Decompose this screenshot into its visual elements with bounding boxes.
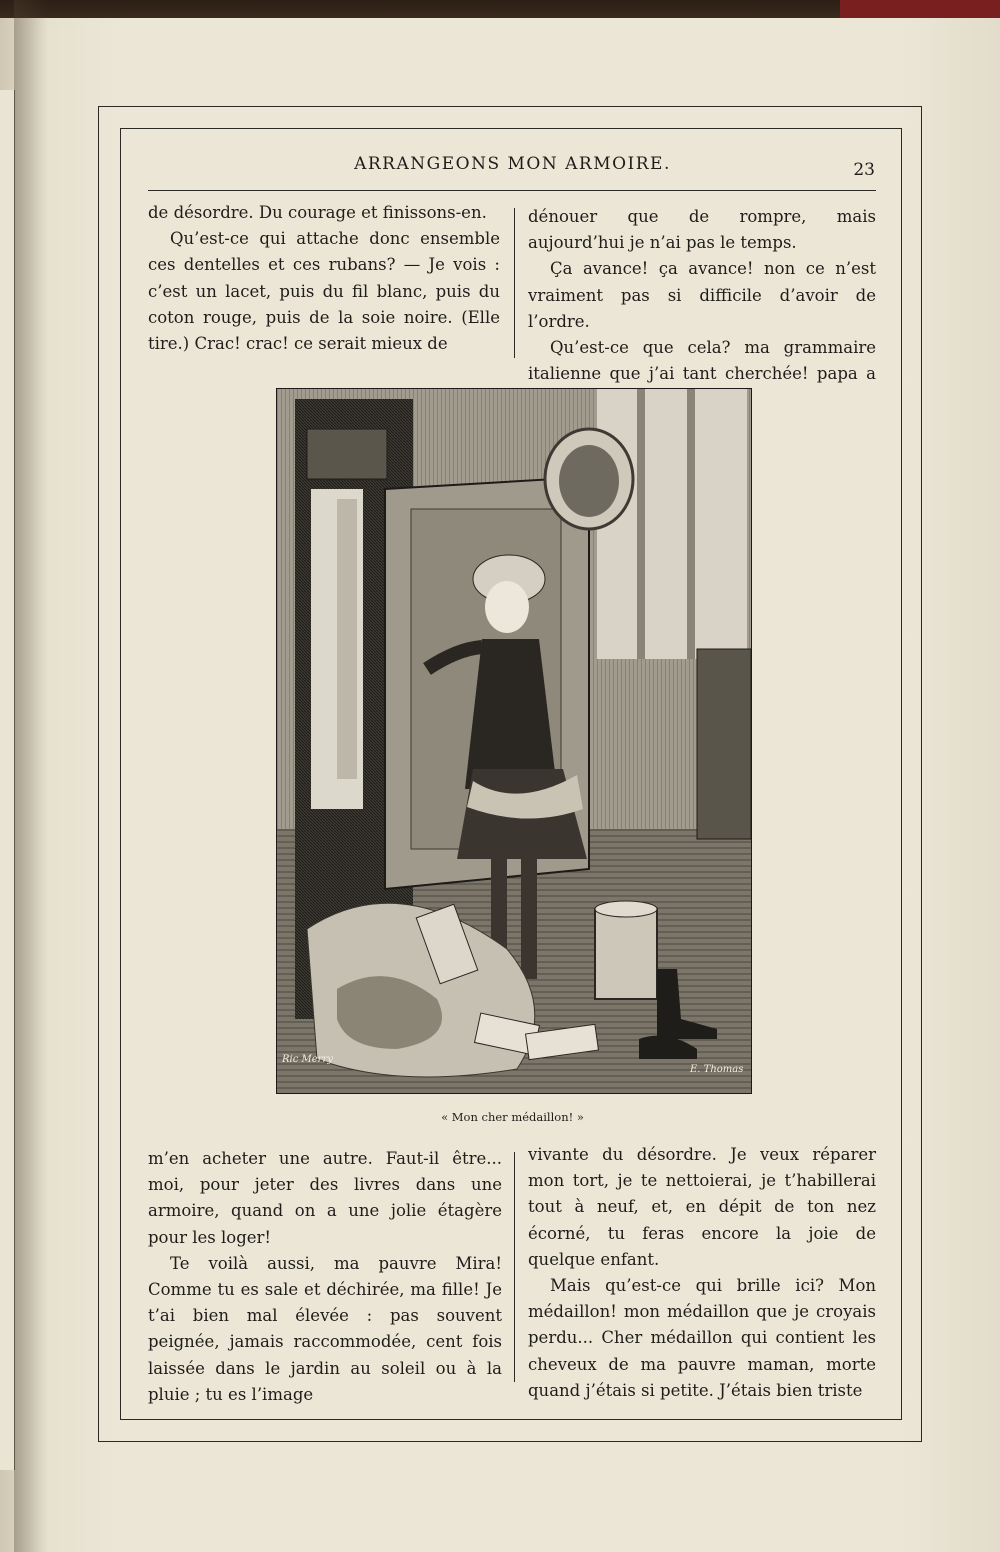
column-separator-top	[514, 208, 515, 358]
text-column-bottom-left	[148, 1146, 502, 1408]
text-column-top-left	[148, 200, 500, 357]
text-column-bottom-right	[528, 1142, 876, 1404]
gutter-shadow	[14, 0, 48, 1552]
paragraph: Qu’est-ce que cela? ma grammaire italienne que j’ai tant cherchée! papa a	[528, 338, 876, 384]
paragraph: Te voilà aussi, ma pauvre Mira! Comme tu es sale et déchirée, ma fille! Je t’ai bien mal élevée : pas souvent peignée, jamais raccommodée, cent fois laissée dans le jardin au soleil ou à la pluie ; tu es l’image	[148, 1253, 502, 1404]
running-title: ARRANGEONS MON ARMOIRE.	[354, 154, 671, 174]
cover-binding-red	[840, 0, 1000, 18]
book-cover-edge	[0, 0, 1000, 18]
facing-page-edge	[0, 90, 15, 1470]
engraver-signature-left: Ric Merry	[282, 1054, 333, 1065]
text-column-top-right	[528, 204, 876, 414]
paragraph: dénouer que de rompre, mais aujourd’hui je n’ai pas le temps.	[528, 207, 876, 253]
header-rule	[148, 190, 876, 191]
engraving-illustration	[276, 388, 752, 1094]
column-separator-bottom	[514, 1152, 515, 1382]
paragraph: Mais qu’est-ce qui brille ici? Mon médaillon! mon médaillon que je croyais perdu... Cher médaillon qui contient les cheveux de ma pauvre maman, morte quand j’étais si petite. J’étais bien triste	[528, 1276, 876, 1400]
paragraph: Ça avance! ça avance! non ce n’est vraiment pas si difficile d’avoir de l’ordre.	[528, 259, 876, 331]
running-head	[150, 154, 875, 184]
engraver-signature-right: E. Thomas	[690, 1064, 744, 1075]
illustration-caption: « Mon cher médaillon! »	[441, 1110, 584, 1124]
engraving-drawing	[277, 389, 751, 1093]
paragraph: de désordre. Du courage et finissons-en.	[148, 203, 487, 222]
paragraph: m’en acheter une autre. Faut-il être... moi, pour jeter des livres dans une armoire, quand on a une jolie étagère pour les loger!	[148, 1149, 502, 1247]
paragraph: vivante du désordre. Je veux réparer mon tort, je te nettoierai, je t’habillerai tout à neuf, et, en dépit de ton nez écorné, tu feras encore la joie de quelque enfant.	[528, 1145, 876, 1269]
page-number: 23	[853, 160, 875, 180]
paragraph: Qu’est-ce qui attache donc ensemble ces dentelles et ces rubans? — Je vois : c’est un lacet, puis du fil blanc, puis du coton rouge, puis de la soie noire. (Elle tire.) Crac! crac! ce serait mieux de	[148, 229, 500, 354]
